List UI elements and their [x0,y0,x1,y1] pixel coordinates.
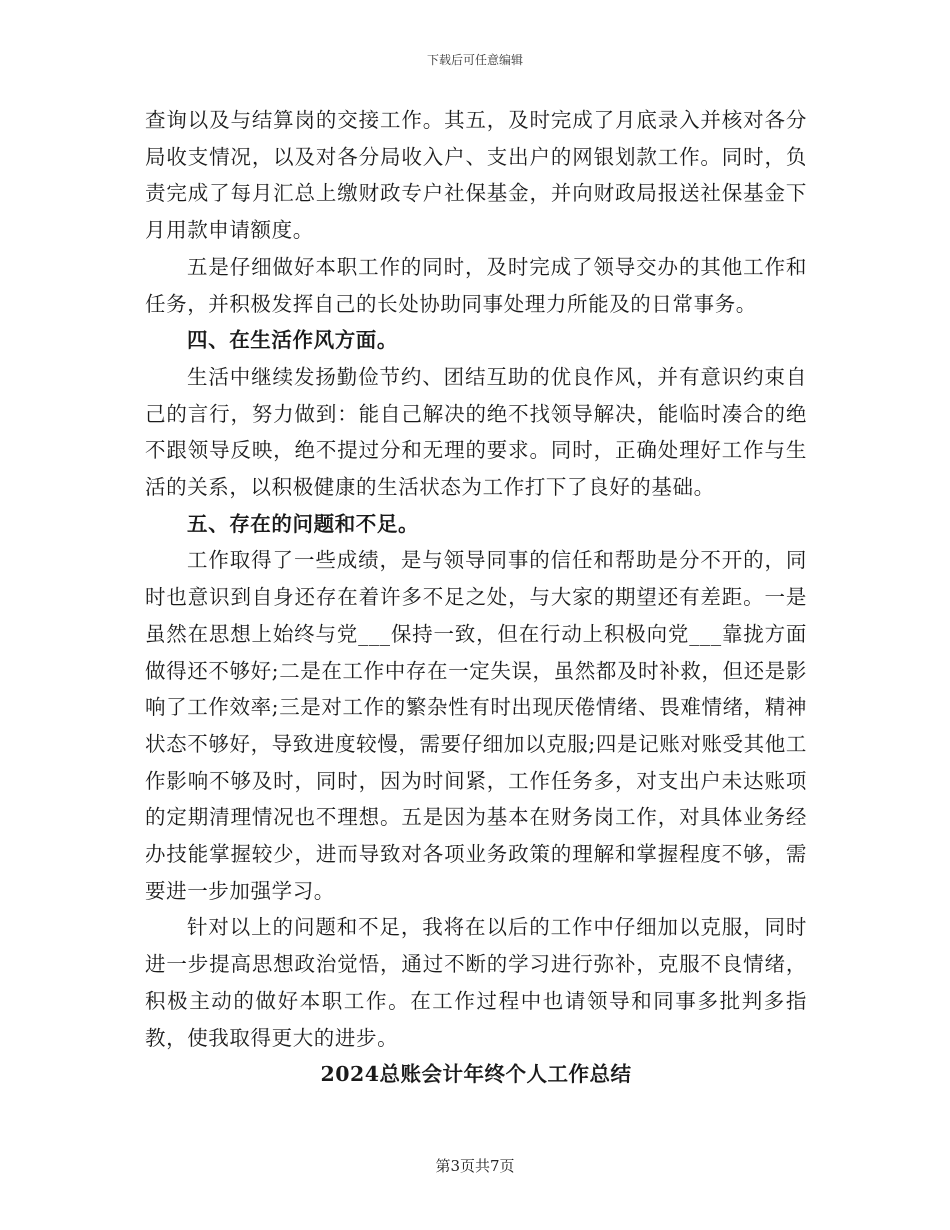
section-heading-5: 五、存在的问题和不足。 [187,511,420,536]
section-heading-4: 四、在生活作风方面。 [187,328,398,353]
page-header: 下载后可任意编辑 [426,53,523,67]
document-title: 2024总账会计年终个人工作总结 [320,1062,632,1087]
document-body [145,102,807,1093]
page-footer: 第3页共7页 [435,1157,515,1175]
paragraph-4: 工作取得了一些成绩，是与领导同事的信任和帮助是分不开的，同时也意识到自身还存在着许多不足之处，与大家的期望还有差距。一是虽然在思想上始终与党___保持一致，但在行动上积极向党___靠拢方面做得还不够好;二是在工作中存在一定失误，虽然都及时补救，但还是影响了工作效率;三是对工作的繁杂性有时出现厌倦情绪、畏难情绪，精神状态不够好，导致进度较慢，需要仔细加以克服;四是记账对账受其他工作影响不够及时，同时，因为时间紧，工作任务多，对支出户未达账项的定期清理情况也不理想。五是因为基本在财务岗工作，对具体业务经办技能掌握较少，进而导致对各项业务政策的理解和掌握程度不够，需要进一步加强学习。 [145,548,807,903]
paragraph-2: 五是仔细做好本职工作的同时，及时完成了领导交办的其他工作和任务，并积极发挥自己的长处协助同事处理力所能及的日常事务。 [145,254,807,316]
paragraph-1: 查询以及与结算岗的交接工作。其五，及时完成了月底录入并核对各分局收支情况，以及对各分局收入户、支出户的网银划款工作。同时，负责完成了每月汇总上缴财政专户社保基金，并向财政局报送社保基金下月用款申请额度。 [145,108,807,243]
paragraph-5: 针对以上的问题和不足，我将在以后的工作中仔细加以克服，同时进一步提高思想政治觉悟，通过不断的学习进行弥补，克服不良情绪，积极主动的做好本职工作。在工作过程中也请领导和同事多批判多指教，使我取得更大的进步。 [145,915,807,1050]
paragraph-3: 生活中继续发扬勤俭节约、团结互助的优良作风，并有意识约束自己的言行，努力做到：能自己解决的绝不找领导解决，能临时凑合的绝不跟领导反映，绝不提过分和无理的要求。同时，正确处理好工作与生活的关系，以积极健康的生活状态为工作打下了良好的基础。 [145,364,807,500]
